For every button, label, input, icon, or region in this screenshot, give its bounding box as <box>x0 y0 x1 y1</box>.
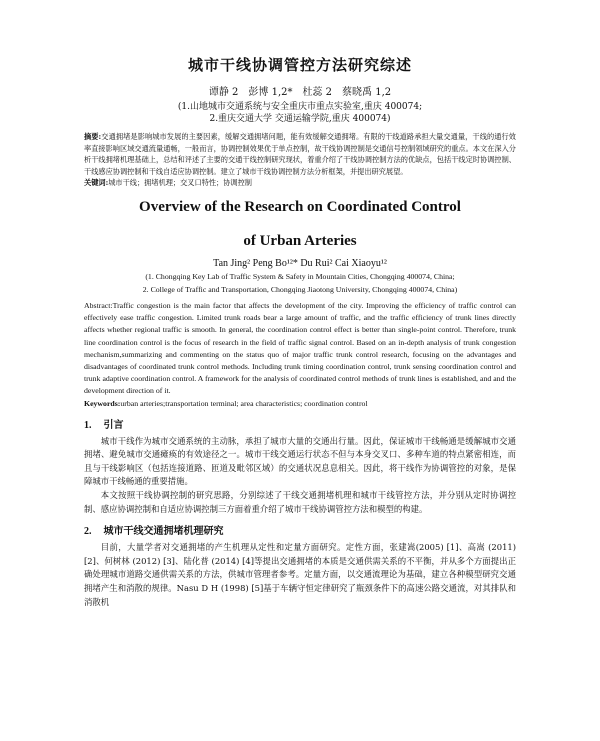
english-title <box>84 196 516 252</box>
english-keywords-text: urban arteries;transportation terminal; area characteristics; coordination control <box>120 398 368 408</box>
section-2-number: 2. <box>84 526 92 538</box>
english-abstract <box>84 300 516 398</box>
section-2-title: 城市干线交通拥堵机理研究 <box>103 526 224 538</box>
section-1-number: 1. <box>84 419 92 431</box>
section-2-heading <box>84 522 516 537</box>
chinese-keywords-text: 城市干线；拥堵机理；交叉口特性；协调控制 <box>108 178 252 187</box>
chinese-keywords-label: 关键词: <box>84 178 109 187</box>
chinese-authors: 谭静 2 彭博 1,2* 杜蕊 2 蔡晓禹 1,2 <box>208 87 392 98</box>
english-title-line-1: Overview of the Research on Coordinated Control <box>139 199 461 215</box>
english-keywords-label: Keywords: <box>84 398 121 408</box>
chinese-abstract-text: 交通拥堵是影响城市发展的主要因素，缓解交通拥堵问题，能有效缓解交通拥堵。有限的干线道路承担大量交通量，干线的通行效率直接影响区域交通流量通畅，一般而言，协调控制效果优于单点控制，故干线协调控制是交通信号控制领域研究的重点。本文在深入分析干线拥堵机理基础上，总结和评述了主要的交通干线控制研究现状，着重介绍了干线协调控制方法的优缺点，包括干线定时协调控制、干线感应协调控制和干线自适应协调控制。建立了城市干线协调控制方法分析框架，并提出研究展望。 <box>84 132 516 176</box>
english-title-line-2: of Urban Arteries <box>243 233 357 249</box>
section-1-heading <box>84 416 516 431</box>
chinese-abstract-label: 摘要: <box>84 132 102 141</box>
section-1-title: 引言 <box>103 419 124 431</box>
chinese-affiliation-2: 2.重庆交通大学 交通运输学院,重庆 400074) <box>209 114 391 124</box>
chinese-abstract <box>84 131 516 177</box>
chinese-keywords <box>84 177 516 188</box>
english-affiliation-1: (1. Chongqing Key Lab of Traffic System & Safety in Mountain Cities, Chongqing 400074, China; <box>145 272 455 281</box>
english-keywords <box>84 398 516 410</box>
english-abstract-text: Traffic congestion is the main factor that affects the development of the city. Improving the efficiency of traffic control can effectively ease traffic congestion. Limited trunk roads bear a large amount of traffic, and the traffic efficiency of trunk lines directly affects whether regional traffic is smooth. In general, the coordination control effect is better than single-point control. Therefore, trunk line coordination control is the focus of research in the field of traffic signal control. Based on an in-depth analysis of trunk congestion mechanism,summarizing and commenting on the status quo of major traffic trunk control research, focusing on the advantages and disadvantages of coordinated trunk control methods. Including trunk timing coordination control, trunk sensing coordination control and trunk adaptive coordination control. A framework for the analysis of coordinated control methods of trunk lines is established, and and the development direction of it. <box>84 301 516 396</box>
chinese-affiliation-1: (1.山地城市交通系统与安全重庆市重点实验室,重庆 400074; <box>177 102 423 112</box>
english-affiliation-2: 2. College of Traffic and Transportation, Chongqing Jiaotong University, Chongqing 400074, China) <box>142 284 458 294</box>
english-abstract-label: Abstract: <box>84 301 113 310</box>
english-authors: Tan Jing² Peng Bo¹²* Du Rui² Cai Xiaoyu¹² <box>213 258 387 269</box>
section-1-paragraph-1: 城市干线作为城市交通系统的主动脉，承担了城市大量的交通出行量。因此，保证城市干线畅通是缓解城市交通拥堵、避免城市交通瘫痪的有效途径之一。城市干线交通运行状态不但与本身交叉口、多种车道的特点紧密相连，而且与干线影响区（包括连接道路、匝道及毗邻区域）的交通状况息息相关。因此，将干线作为协调管控的对象，是保障城市干线畅通的重要措施。 <box>84 435 516 487</box>
paper-page <box>0 54 600 741</box>
section-1-paragraph-2: 本文按照干线协调控制的研究思路，分别综述了干线交通拥堵机理和城市干线管控方法，并分别从定时协调控制、感应协调控制和自适应协调控制三方面着重介绍了城市干线协调管控方法和模型的构建。 <box>84 490 516 514</box>
chinese-title: 城市干线协调管控方法研究综述 <box>187 56 412 74</box>
english-affiliations <box>84 271 516 296</box>
section-2-paragraph-1: 目前，大量学者对交通拥堵的产生机理从定性和定量方面研究。定性方面，张建嵩(2005) [1]、高嵩 (2011) [2]、何树林 (2012) [3]、陆化普 (2014) [4]等提出交通拥堵的本质是交通供需关系的不平衡，并从多个方面提出正确处理城市道路交通供需关系的方法，供城市管理者参考。定量方面，以交通流理论为基础，建立各种模型研究交通拥堵产生和消散的规律。Nasu D H (1998) [5]基于车辆守恒定律研究了瓶颈条件下的高速公路交通流，对其排队和消散机 <box>84 542 516 607</box>
chinese-affiliations <box>84 101 516 125</box>
